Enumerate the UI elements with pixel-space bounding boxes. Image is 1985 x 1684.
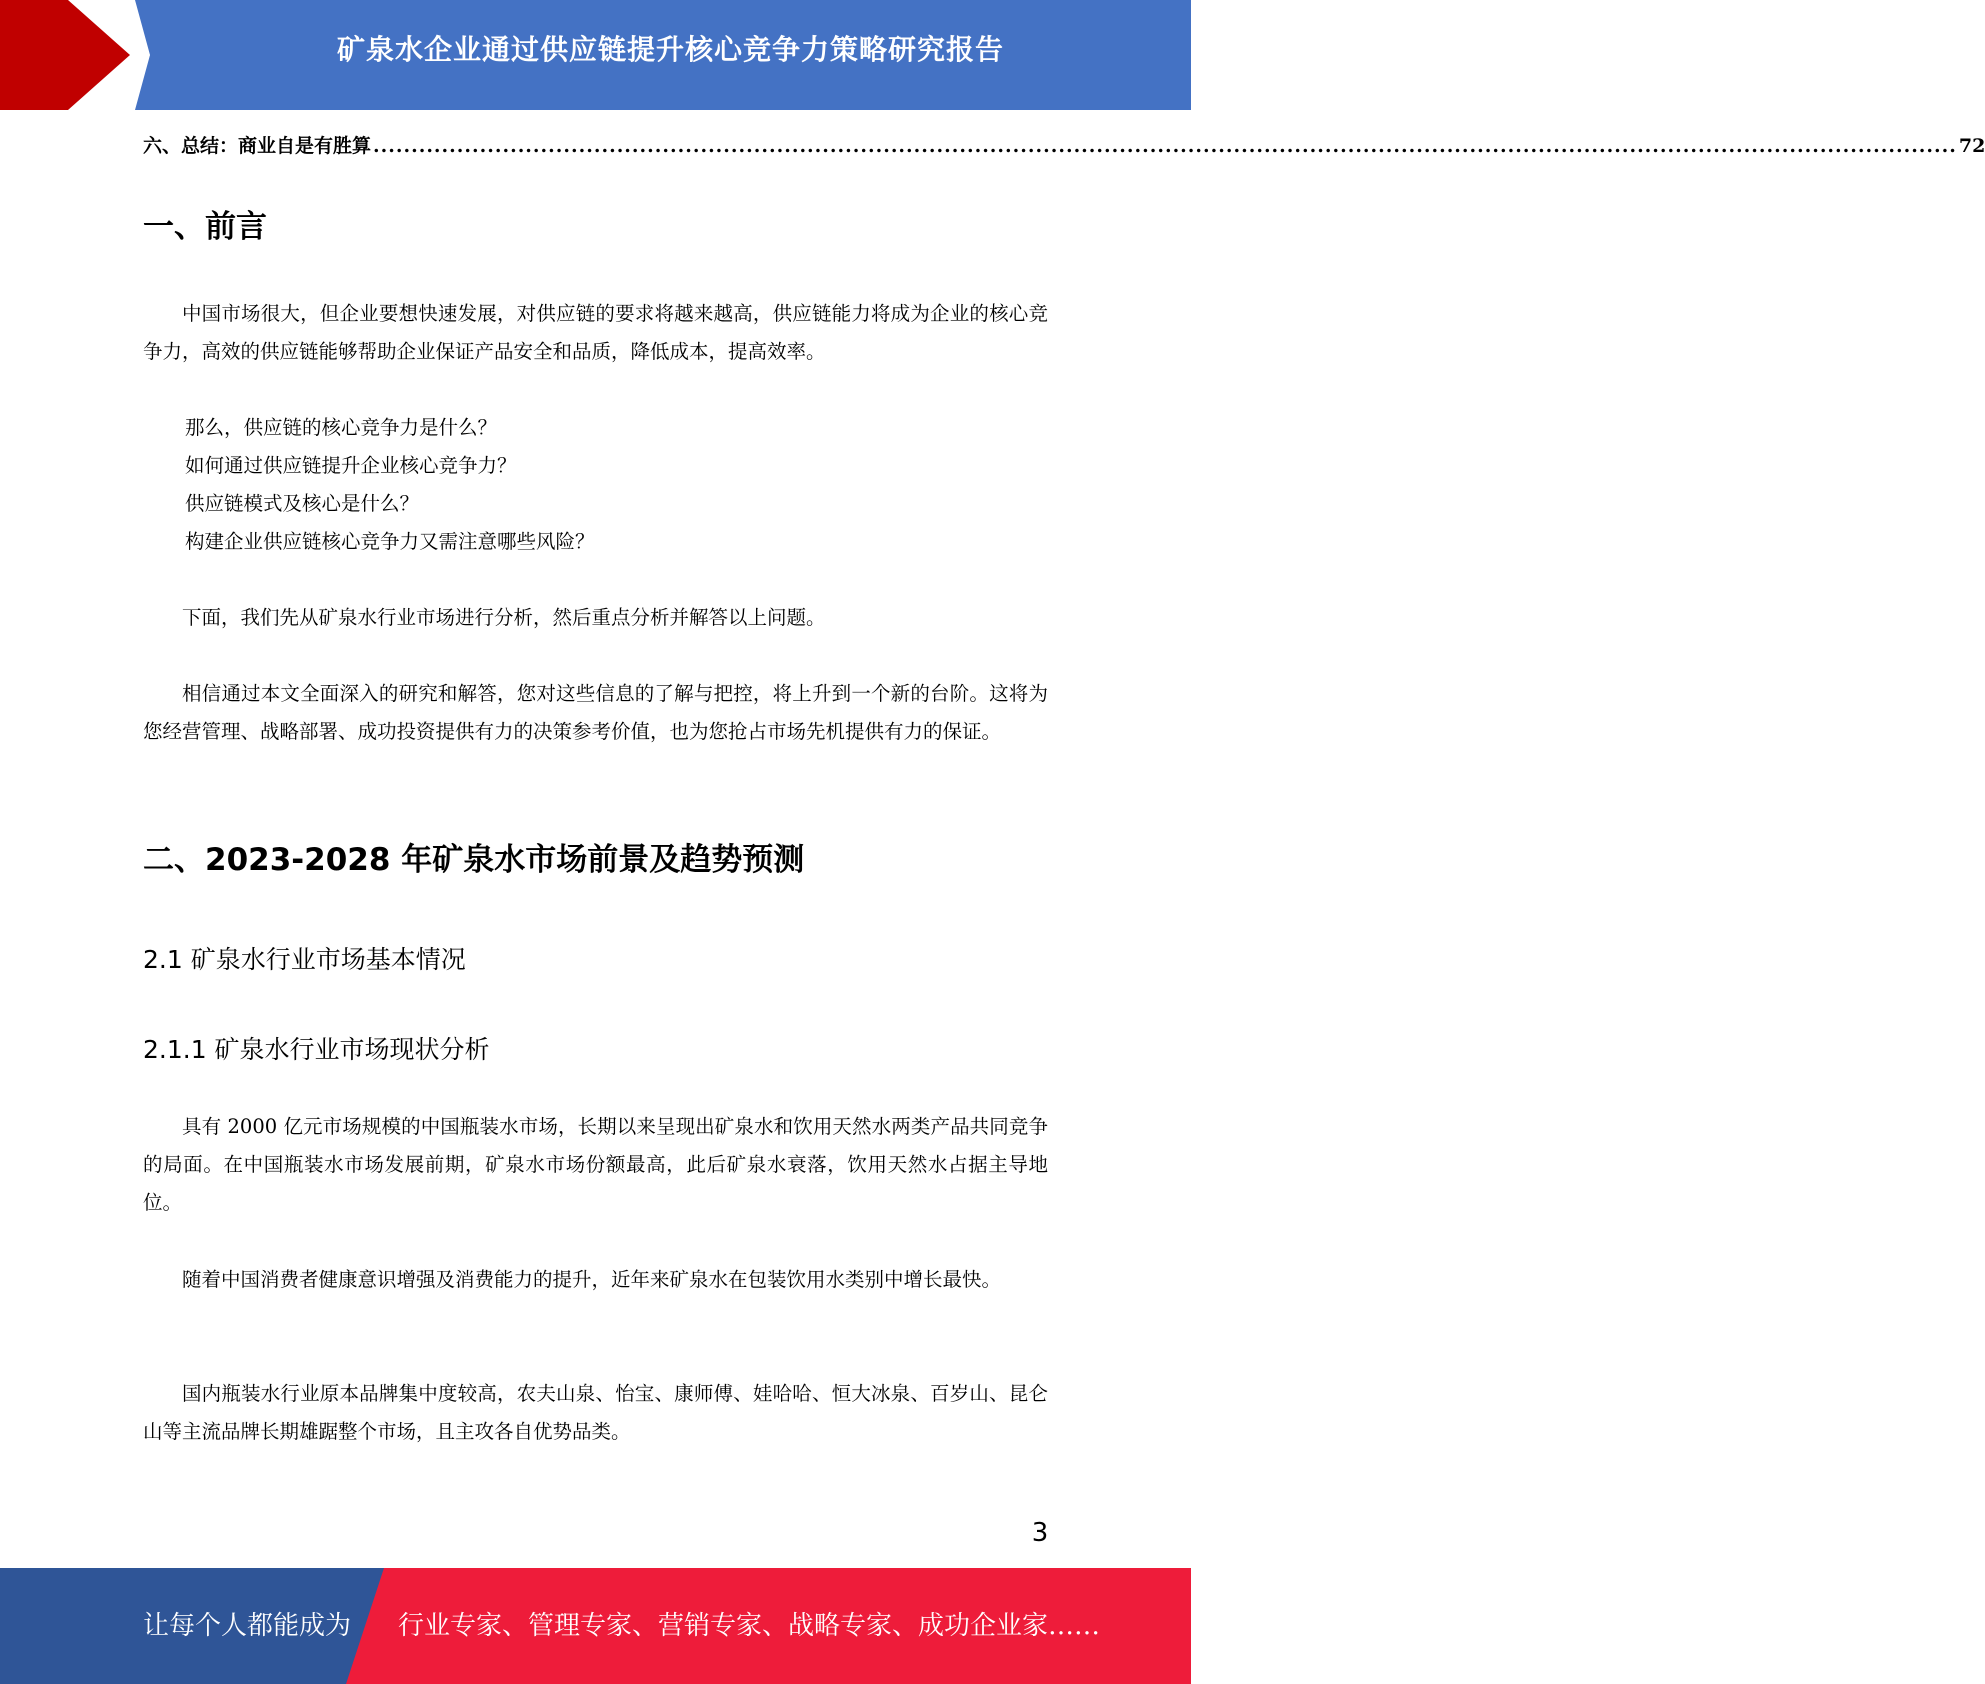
header-banner <box>0 0 1191 110</box>
preface-paragraph-1: 中国市场很大，但企业要想快速发展，对供应链的要求将越来越高，供应链能力将成为企业的核心竞争力，高效的供应链能够帮助企业保证产品安全和品质，降低成本，提高效率。 <box>143 302 1048 363</box>
preface-paragraph-2: 下面，我们先从矿泉水行业市场进行分析，然后重点分析并解答以上问题。 <box>182 606 826 629</box>
subsection-heading-2-1-1: 2.1.1 矿泉水行业市场现状分析 <box>143 1035 490 1064</box>
question-list <box>185 409 1045 561</box>
subsection-heading-2-1: 2.1 矿泉水行业市场基本情况 <box>143 945 466 974</box>
footer-banner <box>0 1568 1191 1684</box>
question-item: 供应链模式及核心是什么？ <box>185 492 420 515</box>
toc-entry[interactable] <box>143 131 1985 157</box>
preface-paragraph-3: 相信通过本文全面深入的研究和解答，您对这些信息的了解与把控，将上升到一个新的台阶。这将为您经营管理、战略部署、成功投资提供有力的决策参考价值，也为您抢占市场先机提供有力的保证。 <box>143 682 1048 743</box>
market-paragraph-3: 国内瓶装水行业原本品牌集中度较高，农夫山泉、怡宝、康师傅、娃哈哈、恒大冰泉、百岁山、昆仑山等主流品牌长期雄踞整个市场，且主攻各自优势品类。 <box>143 1382 1048 1443</box>
question-item: 如何通过供应链提升企业核心竞争力？ <box>185 454 517 477</box>
market-paragraph-1: 具有 2000 亿元市场规模的中国瓶装水市场，长期以来呈现出矿泉水和饮用天然水两类产品共同竞争的局面。在中国瓶装水市场发展前期，矿泉水市场份额最高，此后矿泉水衰落，饮用天然水占据主导地位。 <box>143 1115 1048 1214</box>
header-arrow-graphic <box>0 0 160 110</box>
page-number: 3 <box>1031 1518 1049 1548</box>
report-title: 矿泉水企业通过供应链提升核心竞争力策略研究报告 <box>336 33 1004 66</box>
question-item: 构建企业供应链核心竞争力又需注意哪些风险？ <box>185 530 595 553</box>
question-item: 那么，供应链的核心竞争力是什么？ <box>185 416 498 439</box>
market-paragraph-2: 随着中国消费者健康意识增强及消费能力的提升，近年来矿泉水在包装饮用水类别中增长最快。 <box>182 1268 1002 1291</box>
section-heading-preface: 一、前言 <box>143 209 267 245</box>
section-heading-chapter-2: 二、2023-2028 年矿泉水市场前景及趋势预测 <box>143 842 805 878</box>
footer-slogan-left: 让每个人都能成为 <box>143 1611 352 1641</box>
toc-entry-label: 六、总结：商业自是有胜算 <box>143 135 372 157</box>
toc-entry-leader: ................................................................................................................................................................................................................ <box>373 135 1957 157</box>
toc-entry-page: 72 <box>1958 135 1985 157</box>
footer-slogan-right: 行业专家、管理专家、营销专家、战略专家、成功企业家…… <box>398 1611 1101 1641</box>
